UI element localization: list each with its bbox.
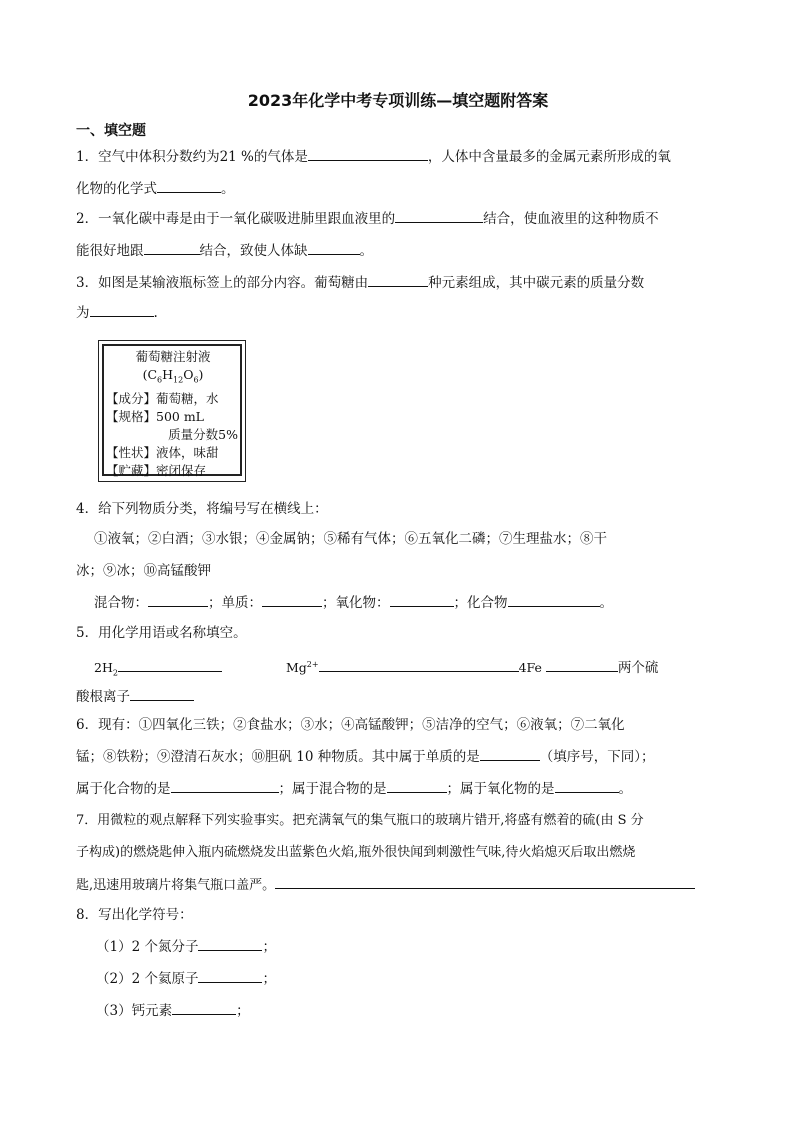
question-3-line-2: 为 .: [76, 302, 158, 322]
answer-blank[interactable]: [546, 657, 618, 672]
answer-blank[interactable]: [390, 592, 454, 607]
question-4-line-1: 4．给下列物质分类，将编号写在横线上：: [76, 501, 328, 517]
question-7-line-2: 子构成)的燃烧匙伸入瓶内硫燃烧发出蓝紫色火焰,瓶外很快闻到刺激性气味,待火焰熄灭后取出燃烧: [76, 845, 636, 860]
answer-blank[interactable]: [395, 208, 483, 223]
answer-blank[interactable]: [308, 146, 428, 161]
section-heading: 一、填空题: [76, 123, 146, 139]
question-4-line-4: 混合物： ；单质： ；氧化物： ；化合物 。: [94, 592, 613, 612]
page-title: 2023年化学中考专项训练—填空题附答案: [247, 91, 549, 110]
answer-blank[interactable]: [144, 240, 200, 255]
infusion-label-figure: [98, 340, 246, 482]
label-mass-fraction: 质量分数5%: [168, 426, 238, 442]
question-5-line-1: 5．用化学用语或名称填空。: [76, 625, 247, 641]
answer-blank[interactable]: [198, 936, 262, 951]
question-7-line-3: 匙,迅速用玻璃片将集气瓶口盖严。: [76, 874, 695, 895]
answer-blank[interactable]: [275, 874, 695, 889]
question-6-line-2: 锰；⑧铁粉；⑨澄清石灰水；⑩胆矾 10 种物质。其中属于单质的是 （填序号，下同）；: [76, 746, 655, 766]
answer-blank[interactable]: [157, 178, 221, 193]
question-8-item-3: （3）钙元素 ；: [96, 1000, 250, 1020]
question-3-line-1: 3．如图是某输液瓶标签上的部分内容。葡萄糖由 种元素组成，其中碳元素的质量分数: [76, 272, 644, 292]
question-6-line-1: 6．现有：①四氧化三铁；②食盐水；③水；④高锰酸钾；⑤洁净的空气；⑥液氧；⑦二氧化: [76, 717, 625, 733]
answer-blank[interactable]: [308, 240, 360, 255]
answer-blank[interactable]: [148, 592, 208, 607]
question-1-line-1: 1．空气中体积分数约为21 %的气体是 ，人体中含量最多的金属元素所形成的氧: [76, 146, 671, 166]
answer-blank[interactable]: [319, 657, 519, 672]
question-5-line-3: 酸根离子: [76, 686, 194, 706]
answer-blank[interactable]: [90, 302, 154, 317]
label-ingredients: 【成分】葡萄糖，水: [106, 390, 219, 406]
answer-blank[interactable]: [262, 592, 322, 607]
answer-blank[interactable]: [118, 657, 222, 672]
answer-blank[interactable]: [480, 746, 540, 761]
infusion-label: [102, 344, 242, 476]
answer-blank[interactable]: [172, 1000, 236, 1015]
question-7-line-1: 7．用微粒的观点解释下列实验事实。把充满氧气的集气瓶口的玻璃片错开,将盛有燃着的硫(由 S 分: [76, 813, 644, 828]
label-storage: 【贮藏】密闭保存: [106, 462, 207, 478]
label-property: 【性状】液体，味甜: [106, 444, 219, 460]
question-8-item-2: （2）2 个氦原子 ；: [96, 968, 276, 988]
answer-blank[interactable]: [387, 778, 447, 793]
answer-blank[interactable]: [171, 778, 279, 793]
answer-blank[interactable]: [130, 686, 194, 701]
question-2-line-1: 2．一氧化碳中毒是由于一氧化碳吸进肺里跟血液里的 结合，使血液里的这种物质不: [76, 208, 659, 228]
label-product-name: 葡萄糖注射液: [135, 349, 211, 364]
label-spec: 【规格】500 mL: [106, 408, 204, 424]
question-8-line-1: 8．写出化学符号：: [76, 907, 193, 923]
question-5-line-2: $2H_2$ $Mg^{2+}$ 4Fe 两个硫: [94, 656, 658, 683]
question-8-item-1: （1）2 个氮分子 ；: [96, 936, 276, 956]
question-6-line-3: 属于化合物的是 ；属于混合物的是 ；属于氧化物的是 。: [76, 778, 632, 798]
question-1-line-2: 化物的化学式 。: [76, 178, 235, 198]
question-4-line-3: 冰；⑨冰；⑩高锰酸钾: [76, 563, 211, 579]
question-2-line-2: 能很好地跟 结合，致使人体缺 。: [76, 240, 373, 260]
answer-blank[interactable]: [198, 968, 262, 983]
label-formula: $(C_6H_{12}O_6)$: [142, 367, 204, 385]
answer-blank[interactable]: [368, 272, 428, 287]
answer-blank[interactable]: [555, 778, 619, 793]
question-4-line-2: ①液氧；②白酒；③水银；④金属钠；⑤稀有气体；⑥五氧化二磷；⑦生理盐水；⑧干: [94, 531, 607, 547]
answer-blank[interactable]: [508, 592, 600, 607]
